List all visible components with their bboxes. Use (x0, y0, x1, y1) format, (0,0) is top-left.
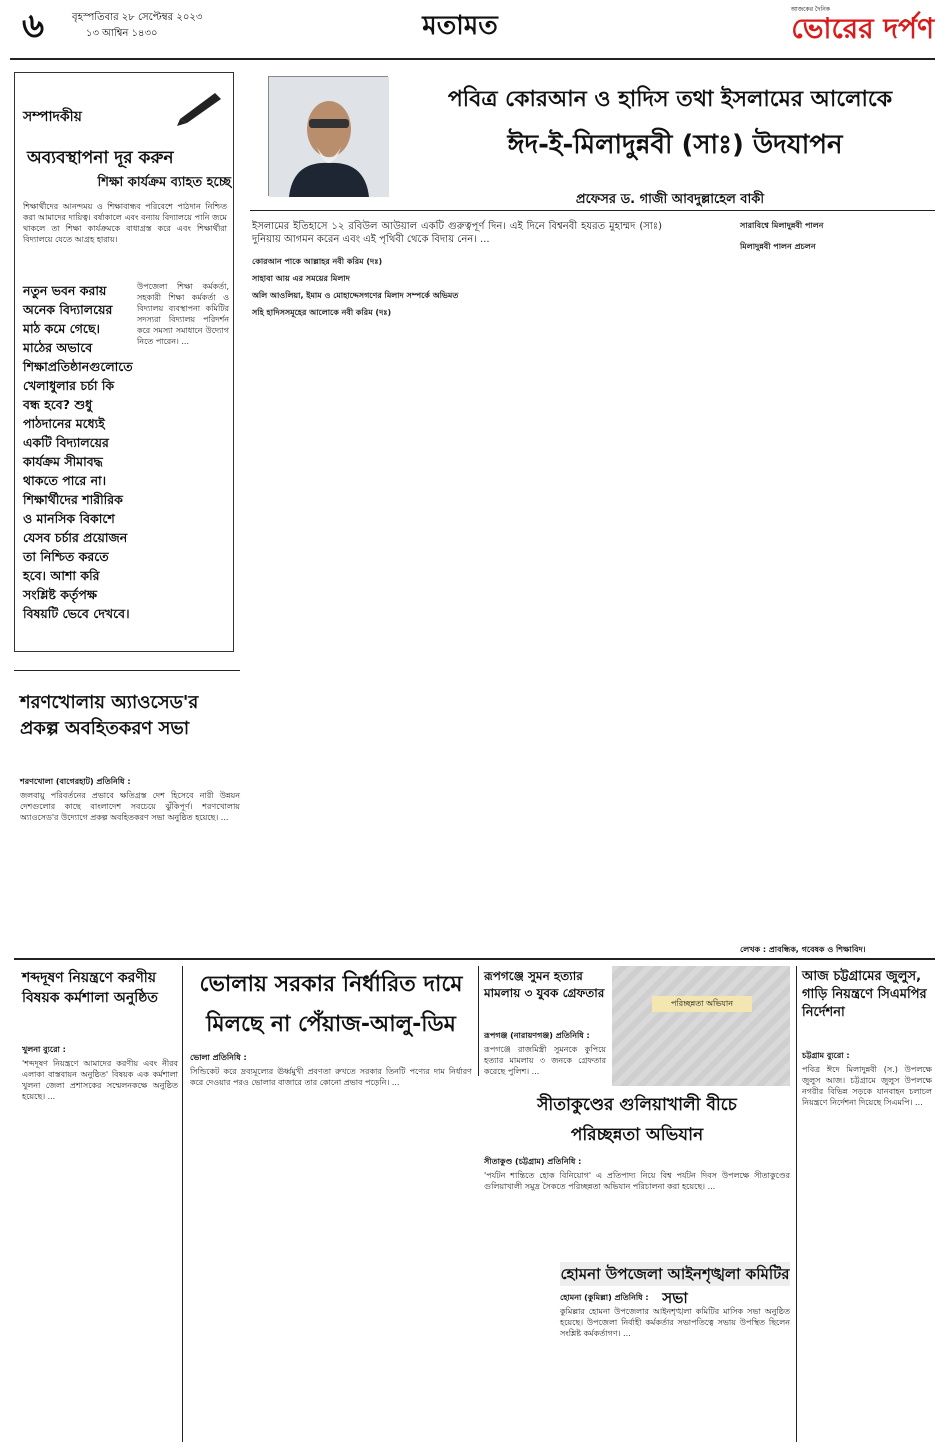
bhola-title-1: ভোলায় সরকার নির্ধারিত দামে (199, 972, 463, 997)
sharankhola-top-rule (14, 670, 240, 671)
rupganj-title: রূপগঞ্জে সুমন হত্যার মামলায় ৩ যুবক গ্রেফতার (484, 969, 605, 1000)
sitakunda-title-2: পরিচ্ছন্নতা অভিযান (570, 1125, 704, 1145)
editorial (14, 72, 234, 652)
rupganj-dateline: রূপগঞ্জ (নারায়ণগঞ্জ) প্রতিনিধি : (484, 1031, 590, 1040)
sharankhola-title: শরণখোলায় অ্যাওসেড'র প্রকল্প অবহিতকরণ সভা (20, 692, 199, 739)
chattogram-body: পবিত্র ঈদে মিলাদুন্নবী (স.) উপলক্ষে জুলুস আজ। চট্টগ্রামে জুলুস উপলক্ষে নগরীর বিভিন্ন সড়কে যানবাহন চলাচল নিয়ন্ত্রণে নির্দেশনা দিয়েছে সিএমপি। ... (802, 1065, 932, 1107)
sitakunda-photo (612, 966, 790, 1086)
sound-title: শব্দদূষণ নিয়ন্ত্রণে করণীয় বিষয়ক কর্মশালা অনুষ্ঠিত (22, 970, 158, 1006)
masthead-small: আজকের দৈনিক (790, 6, 830, 13)
header-rule (10, 58, 935, 60)
masthead-logo: ভোরের দর্পণ (791, 12, 934, 45)
bhola-body: সিন্ডিকেট করে দ্রব্যমূল্যের ঊর্ধ্বমুখী প্রবণতা রুখতে সরকার তিনটি পণ্যের দাম নির্ধারণ করে দেওয়ার পরও ভোলার বাজারে তার কোনো প্রভাব পড়েনি। ... (190, 1067, 472, 1087)
author-photo-icon (269, 77, 389, 197)
page-header (0, 0, 945, 62)
feature-intro: ইসলামের ইতিহাসে ১২ রবিউল আউয়াল একটি গুরুত্বপূর্ণ দিন। এই দিনে বিশ্বনবী হযরত মুহাম্মদ (সাঃ) দুনিয়ায় আগমন করেন এবং এই পৃথিবী থেকে বিদায় নেন। ... (252, 221, 662, 245)
feature-title-2: ঈদ-ই-মিলাদুন্নবী (সাঃ) উদযাপন (507, 130, 843, 160)
homna-dateline: হোমনা (কুমিল্লা) প্রতিনিধি : (560, 1293, 649, 1302)
sound-body: 'শব্দদূষণ নিয়ন্ত্রণে আমাদের করণীয় এবং নীরব এলাকা বাস্তবায়ন অনুষ্ঠিত' বিষয়ক এক কর্মশালা খুলনা জেলা প্রশাসকের সম্মেলনকক্ষে অনুষ্ঠিত হয়েছে। ... (22, 1059, 178, 1101)
sitakunda-title-1: সীতাকুণ্ডের গুলিয়াখালী বীচে (537, 1095, 737, 1115)
chattogram-dateline: চট্টগ্রাম ব্যুরো : (802, 1051, 850, 1060)
editorial-label: সম্পাদকীয় (23, 109, 82, 125)
homna-body: কুমিল্লার হোমনা উপজেলার আইনশৃঙ্খলা কমিটির মাসিক সভা অনুষ্ঠিত হয়েছে। উপজেলা নির্বাহী কর্মকর্তার সভাপতিত্বে সভায় উপস্থিত ছিলেন সংশ্লিষ্ট কর্মকর্তাগণ। ... (560, 1307, 790, 1338)
feature-photo (268, 76, 388, 196)
feature-footer: লেখক : প্রাবন্ধিক, গবেষক ও শিক্ষাবিদ। (740, 945, 866, 954)
bhola-title-2: মিলছে না পেঁয়াজ-আলু-ডিম (206, 1012, 456, 1037)
feature-subhead-1: কোরআন পাকে আল্লাহর নবী করিম (দঃ) (252, 257, 383, 266)
pen-icon (175, 87, 225, 127)
sound-dateline: খুলনা ব্যুরো : (22, 1045, 66, 1054)
feature-col4-subhead: সারাবিশ্বে মিলাদুন্নবী পালন (740, 221, 824, 230)
feature-rule (250, 210, 935, 211)
editorial-para1: শিক্ষার্থীদের আনন্দময় ও শিক্ষাবান্ধব পরিবেশে পাঠদান নিশ্চিত করা আমাদের দায়িত্ব। বর্ষাকালে এবং বন্যায় বিদ্যালয়ে পানি জমে থাকলে তা শিক্ষা কার্যক্রমকে বাধাগ্রস্ত করে এবং শিক্ষার্থীরা বিদ্যালয়ে যেতে আগ্রহ হারায়। (23, 202, 227, 244)
page-number: ৬ (22, 6, 45, 46)
feature-author: প্রফেসর ড. গাজী আবদুল্লাহেল বাকী (575, 192, 765, 207)
bhola-dateline: ভোলা প্রতিনিধি : (190, 1053, 247, 1062)
sitakunda-dateline: সীতাকুণ্ড (চট্টগ্রাম) প্রতিনিধি : (484, 1157, 582, 1166)
sitakunda-banner: পরিচ্ছন্নতা অভিযান (652, 996, 752, 1012)
feature-col4 (740, 220, 930, 520)
date-line-1: বৃহস্পতিবার ২৮ সেপ্টেম্বর ২০২৩ (72, 12, 203, 23)
sound-divider (182, 966, 183, 1442)
editorial-para2: উপজেলা শিক্ষা কর্মকর্তা, সহকারী শিক্ষা কর্মকর্তা ও বিদ্যালয় ব্যবস্থাপনা কমিটির সদস্যরা বিদ্যালয় পরিদর্শন করে সমস্যা সমাধানে উদ্যোগ নিতে পারেন। ... (137, 282, 229, 346)
feature-subhead-4: সহি হাদিসসমূহের আলোকে নবী করিম (দঃ) (252, 308, 392, 317)
homna-title: হোমনা উপজেলা আইনশৃঙ্খলা কমিটির সভা (560, 1262, 790, 1286)
chattogram-divider (796, 966, 797, 1442)
rupganj-body: রূপগঞ্জে রাজমিস্ত্রী সুমনকে কুপিয়ে হত্যার মামলায় ৩ জনকে গ্রেফতার করেছে পুলিশ। ... (484, 1045, 606, 1076)
editorial-title: অব্যবস্থাপনা দূর করুন (27, 148, 174, 168)
section-title: মতামত (422, 11, 498, 41)
feature-subhead-3: অলি আওলিয়া, ইমাম ও মোহাদ্দেসগণের মিলাদ সম্পর্কে অভিমত (252, 291, 459, 300)
bottom-section-rule (14, 958, 935, 960)
sitakunda-body: 'পর্যটন শান্তিতে হোক বিনিয়োগ' এ প্রতিপাদ্য নিয়ে বিশ্ব পর্যটন দিবস উপলক্ষে সীতাকুণ্ডের গুলিয়াখালী সমুদ্র সৈকতে পরিচ্ছন্নতা অভিযান পরিচালনা করা হয়েছে। ... (484, 1171, 790, 1191)
date-line-2: ১৩ আশ্বিন ১৪৩০ (86, 28, 158, 39)
sharankhola-dateline: শরণখোলা (বাগেরহাট) প্রতিনিধি : (20, 777, 131, 786)
feature-body (252, 220, 662, 720)
feature-title-1: পবিত্র কোরআন ও হাদিস তথা ইসলামের আলোকে (447, 87, 893, 112)
feature-col4-subhead-2: মিলাদুন্নবী পালন প্রচলন (740, 242, 816, 251)
editorial-pull-quote: নতুন ভবন করায় অনেক বিদ্যালয়ের মাঠ কমে গেছে। মাঠের অভাবে শিক্ষাপ্রতিষ্ঠানগুলোতে খেলাধুলার চর্চা কি বন্ধ হবে? শুধু পাঠদানের মধ্যেই একটি বিদ্যালয়ের কার্যক্রম সীমাবদ্ধ থাকতে পারে না। শিক্ষার্থীদের শারীরিক ও মানসিক বিকাশে যেসব চর্চার প্রয়োজন তা নিশ্চিত করতে হবে। আশা করি সংশ্লিষ্ট কর্তৃপক্ষ বিষয়টি ভেবে দেখবে। (23, 283, 133, 621)
chattogram-title: আজ চট্টগ্রামের জুলুস, গাড়ি নিয়ন্ত্রণে সিএমপির নির্দেশনা (802, 969, 927, 1020)
editorial-subtitle: শিক্ষা কার্যক্রম ব্যাহত হচ্ছে (97, 175, 231, 190)
rupganj-divider (478, 966, 479, 1076)
sharankhola-body: জলবায়ু পরিবর্তনের প্রভাবে ক্ষতিগ্রস্ত দেশ হিসেবে নারী উন্নয়ন দেশগুলোর কাছে বাংলাদেশ সবচেয়ে ঝুঁকিপূর্ণ। শরণখোলায় অ্যাওসেড'র উদ্যোগে প্রকল্প অবহিতকরণ সভা অনুষ্ঠিত হয়েছে। ... (20, 791, 240, 822)
feature-subhead-2: সাহাবা আয় এর সময়ের মিলাদ (252, 274, 350, 283)
